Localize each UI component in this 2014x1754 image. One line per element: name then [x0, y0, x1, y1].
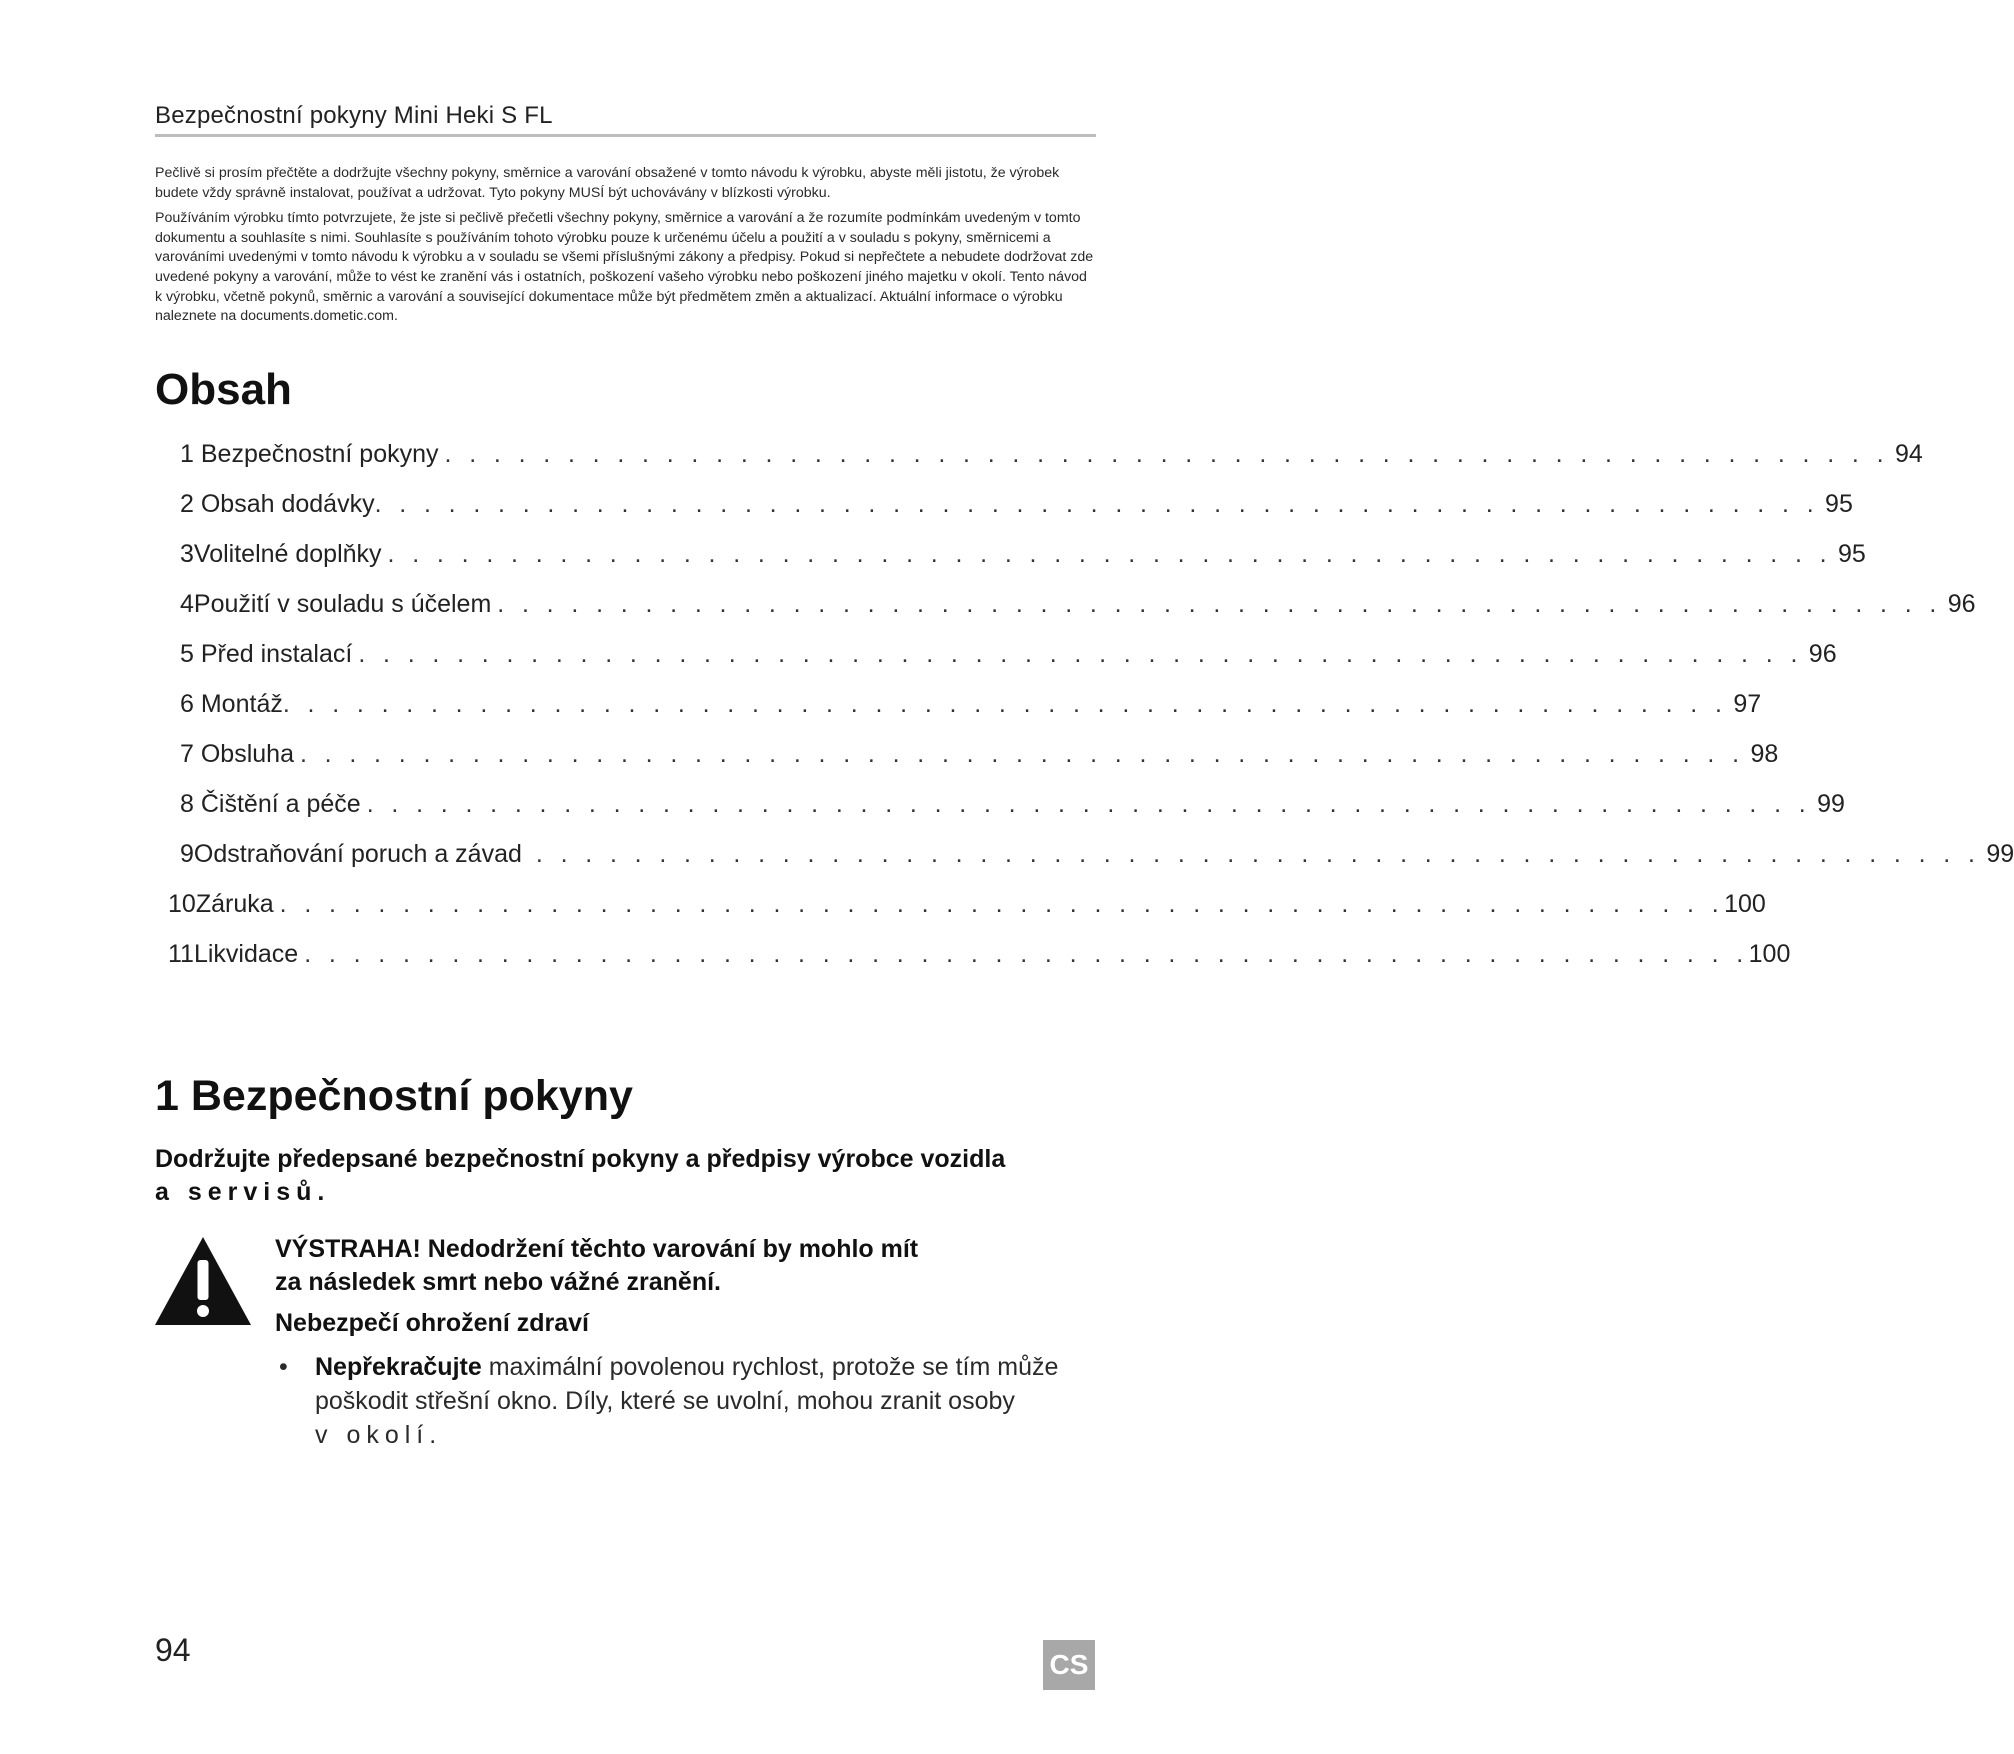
lead-paragraph [155, 1143, 1095, 1209]
toc-entry-number: 9 [180, 840, 194, 868]
toc-leader-dots: . . . . . . . . . . . . . . . . . . . . . . . . . . . . . . . . . . . . . . . . . . . . . . . . . . . . . . . . . . . [299, 740, 1745, 768]
toc-entry-number: 10 [168, 890, 196, 918]
toc-entry[interactable] [180, 687, 1762, 721]
toc-leader-dots: . . . . . . . . . . . . . . . . . . . . . . . . . . . . . . . . . . . . . . . . . . . . . . . . . . . . . . . . . . . [374, 490, 1820, 518]
toc-entry-page: 99 [1817, 790, 1845, 818]
intro-paragraph-2: Používáním výrobku tímto potvrzujete, že jste si pečlivě přečetli všechny pokyny, směrnice a varování a že rozumíte podmínkám uvedeným v tomto dokumentu a souhlasíte s nimi. Souhlasíte s používáním tohoto výrobku pouze k určenému účelu a použití a v souladu s pokyny, směrnicemi a varováními uvedenými v tomto návodu k výrobku a v souladu se všemi příslušnými zákony a předpisy. Pokud si nepřečtete a nebudete dodržovat zde uvedené pokyny a varování, může to vést ke zranění vás i ostatních, poškození vašeho výrobku nebo poškození jiného majetku v okolí. Tento návod k výrobku, včetně pokynů, směrnic a varování a související dokumentace může být předmětem změn a aktualizací. Aktuální informace o výrobku naleznete na documents.dometic.com. [155, 210, 1094, 325]
table-of-contents [0, 437, 2014, 997]
toc-entry-title: Odstraňování poruch a závad [193, 840, 522, 868]
toc-entry-page: 99 [1986, 840, 2014, 868]
toc-entry-title: Obsluha [200, 740, 294, 768]
toc-entry-number: 5 [180, 640, 194, 668]
toc-entry-title: Obsah dodávky [200, 490, 375, 518]
toc-entry-page: 97 [1733, 690, 1762, 718]
header-rule [155, 134, 1096, 137]
warning-title-line-1: VÝSTRAHA! Nedodržení těchto varování by mohlo mít [275, 1235, 919, 1263]
warning-block [275, 1233, 1095, 1452]
intro-text [155, 164, 1095, 333]
hazard-subheading: Nebezpečí ohrožení zdraví [275, 1309, 589, 1337]
toc-leader-dots: . . . . . . . . . . . . . . . . . . . . . . . . . . . . . . . . . . . . . . . . . . . . . . . . . . . . . . . . . . . [535, 840, 1981, 868]
toc-entry-number: 4 [180, 590, 194, 618]
bullet-item [275, 1350, 1095, 1452]
lead-text: Dodržujte předepsané bezpečnostní pokyny a předpisy výrobce vozidla [155, 1145, 1006, 1173]
toc-entry-page: 100 [1748, 940, 1791, 968]
toc-entry[interactable] [180, 537, 1866, 571]
toc-entry-title: Záruka [195, 890, 274, 918]
toc-entry-page: 95 [1838, 540, 1866, 568]
toc-entry-page: 96 [1947, 590, 1976, 618]
toc-entry-number: 7 [180, 740, 194, 768]
bullet-text: maximální povolenou rychlost, protože se tím může poškodit střešní okno. Díly, které se uvolní, mohou zranit osoby [315, 1353, 1059, 1415]
toc-entry-number: 1 [180, 440, 194, 468]
toc-leader-dots: . . . . . . . . . . . . . . . . . . . . . . . . . . . . . . . . . . . . . . . . . . . . . . . . . . . . . . . . . . . [282, 690, 1728, 718]
toc-leader-dots: . . . . . . . . . . . . . . . . . . . . . . . . . . . . . . . . . . . . . . . . . . . . . . . . . . . . . . . . . . . [444, 440, 1889, 468]
intro-paragraph-1: Pečlivě si prosím přečtěte a dodržujte všechny pokyny, směrnice a varování obsažené v tomto návodu k výrobku, abyste měli jistotu, že výrobek budete vždy správně instalovat, používat a udržovat. Tyto pokyny MUSÍ být uchovávány v blízkosti výrobku. [155, 165, 1060, 201]
toc-entry-title: Čištění a péče [200, 790, 361, 818]
toc-leader-dots: . . . . . . . . . . . . . . . . . . . . . . . . . . . . . . . . . . . . . . . . . . . . . . . . . . . . . . . . . . . [358, 640, 1803, 668]
warning-title-line-2: za následek smrt nebo vážné zranění. [275, 1268, 721, 1296]
toc-entry[interactable] [168, 937, 1791, 971]
toc-entry-number: 2 [180, 490, 194, 518]
toc-entry-title: Před instalací [200, 640, 353, 668]
toc-entry[interactable] [180, 487, 1853, 521]
toc-entry-title: Bezpečnostní pokyny [200, 440, 439, 468]
toc-entry-number: 11 [168, 940, 194, 968]
toc-entry[interactable] [180, 837, 2014, 871]
toc-leader-dots: . . . . . . . . . . . . . . . . . . . . . . . . . . . . . . . . . . . . . . . . . . . . . . . . . . . . . . . . . . . [279, 890, 1725, 918]
toc-entry[interactable] [180, 787, 1845, 821]
bullet-marker: • [279, 1353, 288, 1381]
warning-title [275, 1233, 1095, 1299]
toc-entry[interactable] [180, 737, 1779, 771]
toc-entry-page: 98 [1750, 740, 1779, 768]
toc-leader-dots: . . . . . . . . . . . . . . . . . . . . . . . . . . . . . . . . . . . . . . . . . . . . . . . . . . . . . . . . . . . [366, 790, 1812, 818]
toc-leader-dots: . . . . . . . . . . . . . . . . . . . . . . . . . . . . . . . . . . . . . . . . . . . . . . . . . . . . . . . . . . . [497, 590, 1942, 618]
toc-entry-page: 100 [1724, 890, 1766, 918]
toc-entry-title: Montáž [200, 690, 283, 718]
toc-entry-page: 95 [1825, 490, 1853, 518]
page-number: 94 [155, 1632, 191, 1668]
running-header: Bezpečnostní pokyny Mini Heki S FL [155, 102, 553, 129]
bullet-bold-text: Nepřekračujte [315, 1353, 482, 1381]
toc-entry-number: 6 [180, 690, 194, 718]
toc-entry-title: Použití v souladu s účelem [193, 590, 492, 618]
toc-leader-dots: . . . . . . . . . . . . . . . . . . . . . . . . . . . . . . . . . . . . . . . . . . . . . . . . . . . . . . . . . . . [387, 540, 1833, 568]
toc-entry-number: 8 [180, 790, 194, 818]
bullet-text-end: v okolí. [315, 1421, 443, 1449]
toc-entry[interactable] [180, 637, 1837, 671]
toc-entry[interactable] [180, 587, 1976, 621]
toc-entry-title: Likvidace [193, 940, 299, 968]
toc-entry-page: 96 [1808, 640, 1837, 668]
toc-heading: Obsah [155, 365, 292, 414]
toc-entry[interactable] [168, 887, 1766, 921]
lead-text-end: a servisů. [155, 1178, 331, 1206]
toc-entry-title: Volitelné doplňky [193, 540, 382, 568]
toc-entry[interactable] [180, 437, 1923, 471]
toc-entry-page: 94 [1894, 440, 1923, 468]
language-badge: CS [1043, 1640, 1095, 1690]
toc-entry-number: 3 [180, 540, 194, 568]
toc-leader-dots: . . . . . . . . . . . . . . . . . . . . . . . . . . . . . . . . . . . . . . . . . . . . . . . . . . . . . . . . . . . [304, 940, 1749, 968]
section-heading: 1 Bezpečnostní pokyny [155, 1072, 633, 1120]
warning-triangle-icon [153, 1235, 253, 1327]
